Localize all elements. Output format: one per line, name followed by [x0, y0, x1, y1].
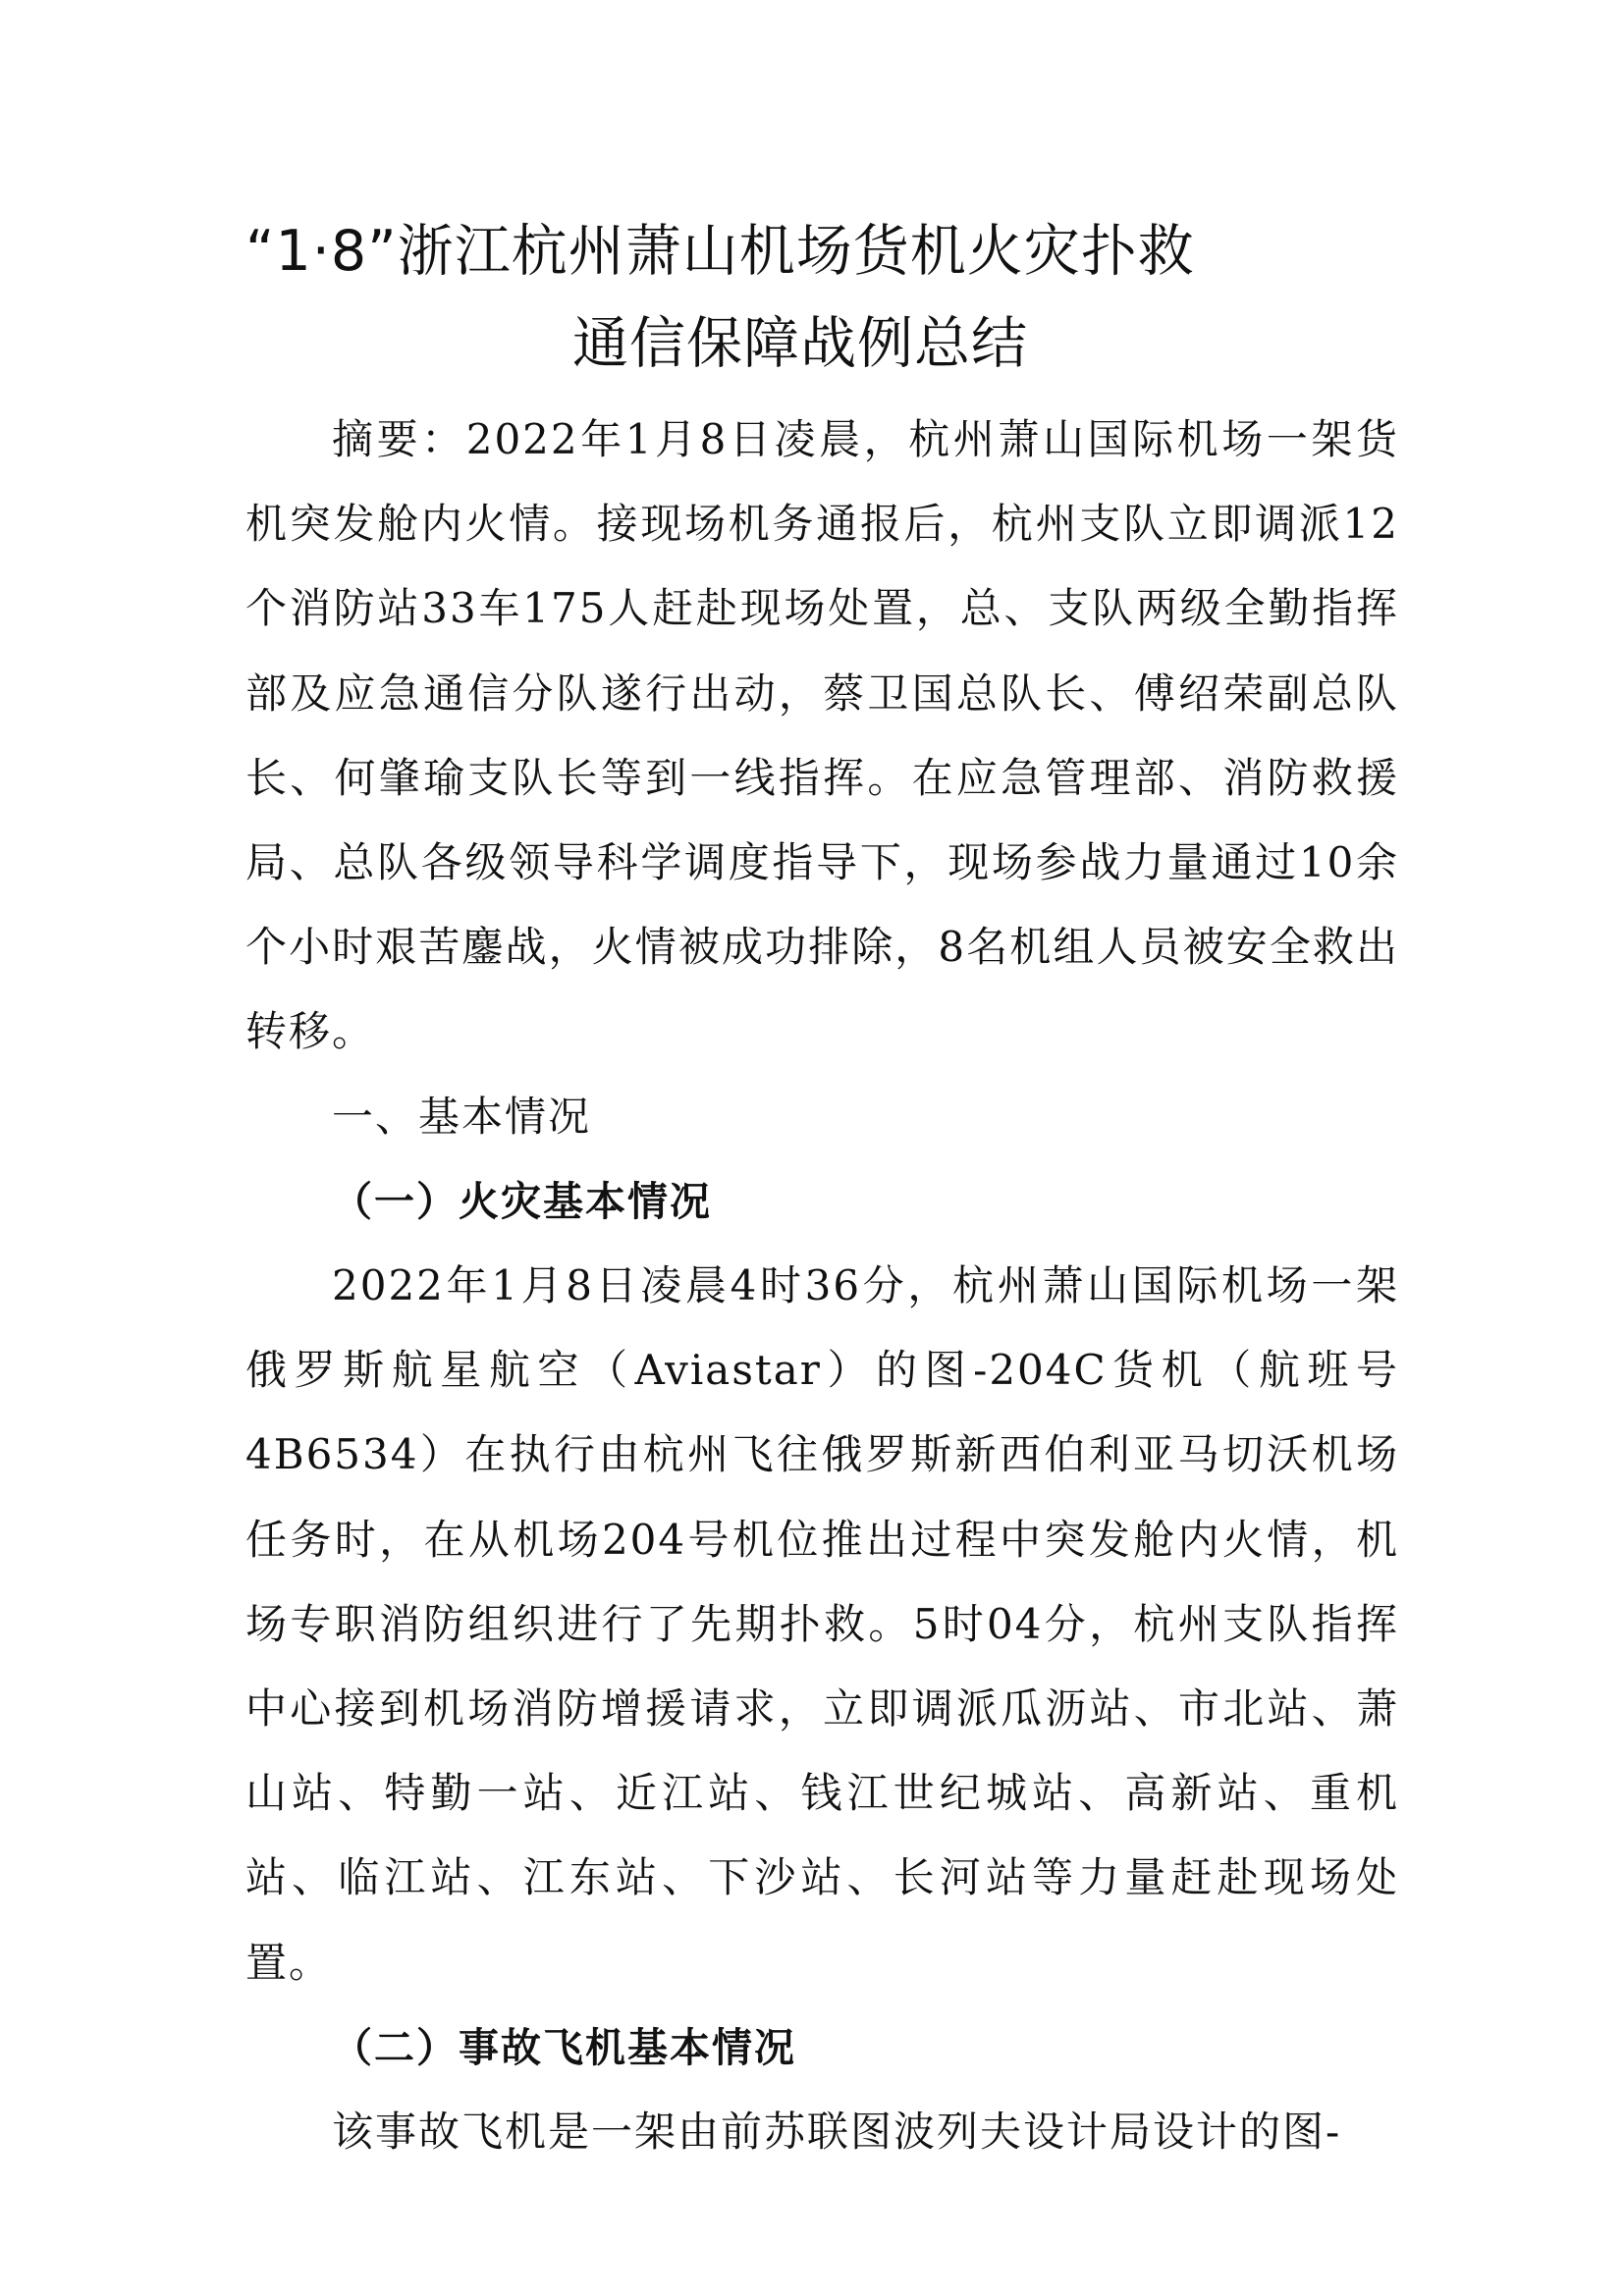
section-heading-basic-situation: 一、基本情况 [332, 1092, 592, 1141]
subsection-heading-aircraft-situation: （二）事故飞机基本情况 [332, 2023, 796, 2071]
document-title-line-2: 通信保障战例总结 [572, 311, 1028, 376]
subsection-heading-fire-situation: （一）火灾基本情况 [332, 1177, 712, 1225]
fire-situation-paragraph: 2022年1月8日凌晨4时36分，杭州萧山国际机场一架俄罗斯航星航空（Aviastar）的图-204C货机（航班号4B6534）在执行由杭州飞往俄罗斯新西伯利亚马切沃机场任务时，在从机场204号机位推出过程中突发舱内火情，机场专职消防组织进行了先期扑救。5时04分，杭州支队指挥中心接到机场消防增援请求，立即调派瓜沥站、市北站、萧山站、特勤一站、近江站、钱江世纪城站、高新站、重机站、临江站、江东站、下沙站、长河站等力量赶赴现场处置。 [245, 1261, 1399, 1987]
aircraft-situation-paragraph: 该事故飞机是一架由前苏联图波列夫设计局设计的图- [332, 2108, 1342, 2157]
document-title-line-1: “1·8”浙江杭州萧山机场货机火灾扑救 [245, 219, 1195, 284]
document-body [245, 398, 1399, 2174]
abstract-paragraph: 摘要：2022年1月8日凌晨，杭州萧山国际机场一架货机突发舱内火情。接现场机务通报后，杭州支队立即调派12个消防站33车175人赶赴现场处置，总、支队两级全勤指挥部及应急通信分队遂行出动，蔡卫国总队长、傅绍荣副总队长、何肇瑜支队长等到一线指挥。在应急管理部、消防救援局、总队各级领导科学调度指导下，现场参战力量通过10余个小时艰苦鏖战，火情被成功排除，8名机组人员被安全救出转移。 [245, 415, 1399, 1056]
